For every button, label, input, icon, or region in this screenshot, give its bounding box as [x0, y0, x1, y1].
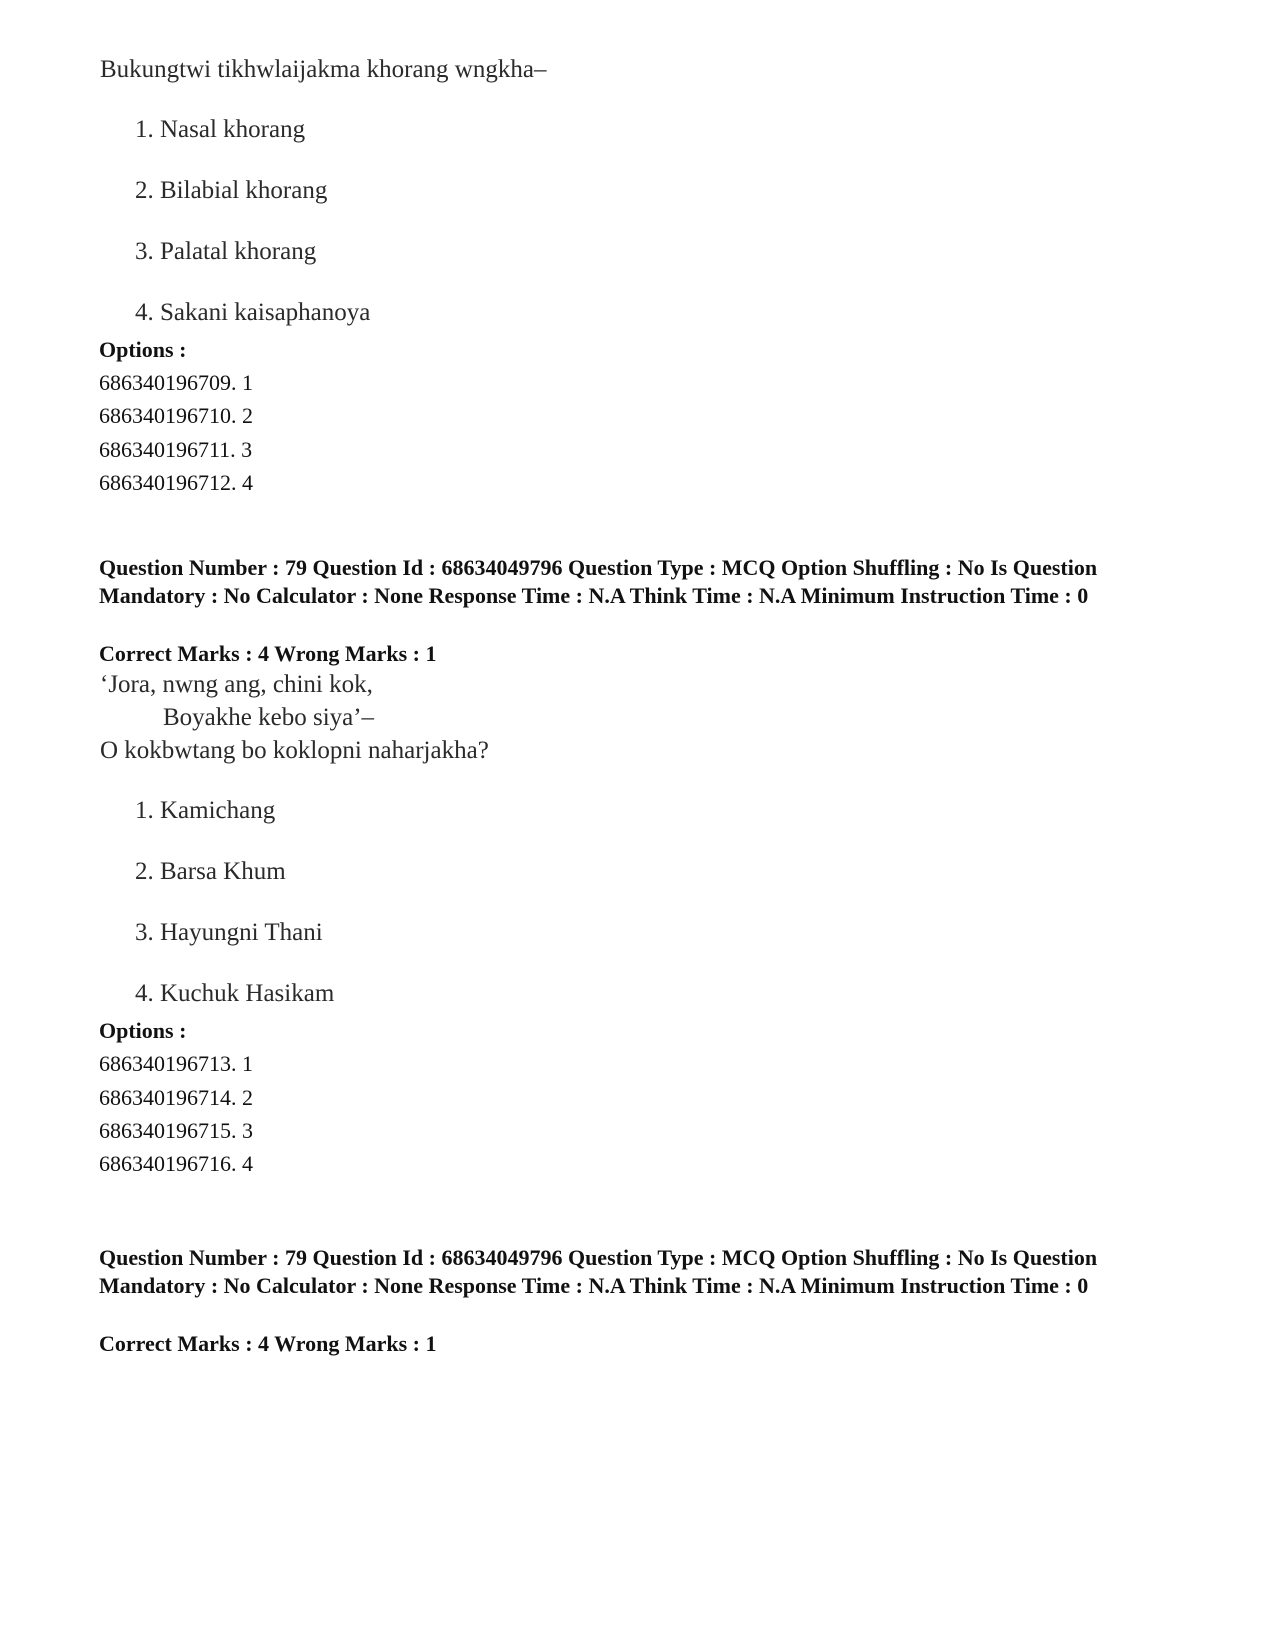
question-meta: Question Number : 79 Question Id : 68634049796 Question Type : MCQ Option Shuffling : No Is Question Mandatory : No Calculator : None Response Time : N.A Think Time : N.A Minimum Instruction Time : 0 — [99, 555, 1098, 608]
choice-item: 3. Hayungni Thani — [135, 919, 323, 946]
choice-item: 2. Bilabial khorang — [135, 177, 328, 204]
options-label: Options : — [99, 337, 187, 362]
question-stem-line: ‘Jora, nwng ang, chini kok, — [100, 671, 373, 698]
option-item: 686340196709. 1 — [99, 370, 253, 395]
question-stem-line: Boyakhe kebo siya’– — [163, 704, 375, 731]
option-item: 686340196716. 4 — [99, 1151, 253, 1176]
choice-item: 2. Barsa Khum — [135, 858, 286, 885]
marks-line: Correct Marks : 4 Wrong Marks : 1 — [99, 641, 437, 666]
option-item: 686340196712. 4 — [99, 470, 253, 495]
choice-item: 1. Nasal khorang — [135, 116, 306, 143]
options-label: Options : — [99, 1018, 187, 1043]
question-stem-line: O kokbwtang bo koklopni naharjakha? — [100, 737, 489, 764]
question-meta: Question Number : 79 Question Id : 68634049796 Question Type : MCQ Option Shuffling : No Is Question Mandatory : No Calculator : None Response Time : N.A Think Time : N.A Minimum Instruction Time : 0 — [99, 1245, 1098, 1298]
question-stem: Bukungtwi tikhwlaijakma khorang wngkha– — [100, 56, 547, 83]
option-item: 686340196714. 2 — [99, 1085, 253, 1110]
choice-item: 4. Sakani kaisaphanoya — [135, 299, 371, 326]
choice-item: 3. Palatal khorang — [135, 238, 317, 265]
option-item: 686340196711. 3 — [99, 437, 253, 462]
option-item: 686340196713. 1 — [99, 1051, 253, 1076]
marks-line: Correct Marks : 4 Wrong Marks : 1 — [99, 1331, 437, 1356]
option-item: 686340196715. 3 — [99, 1118, 253, 1143]
choice-item: 4. Kuchuk Hasikam — [135, 980, 335, 1007]
option-item: 686340196710. 2 — [99, 403, 253, 428]
choice-item: 1. Kamichang — [135, 797, 276, 824]
